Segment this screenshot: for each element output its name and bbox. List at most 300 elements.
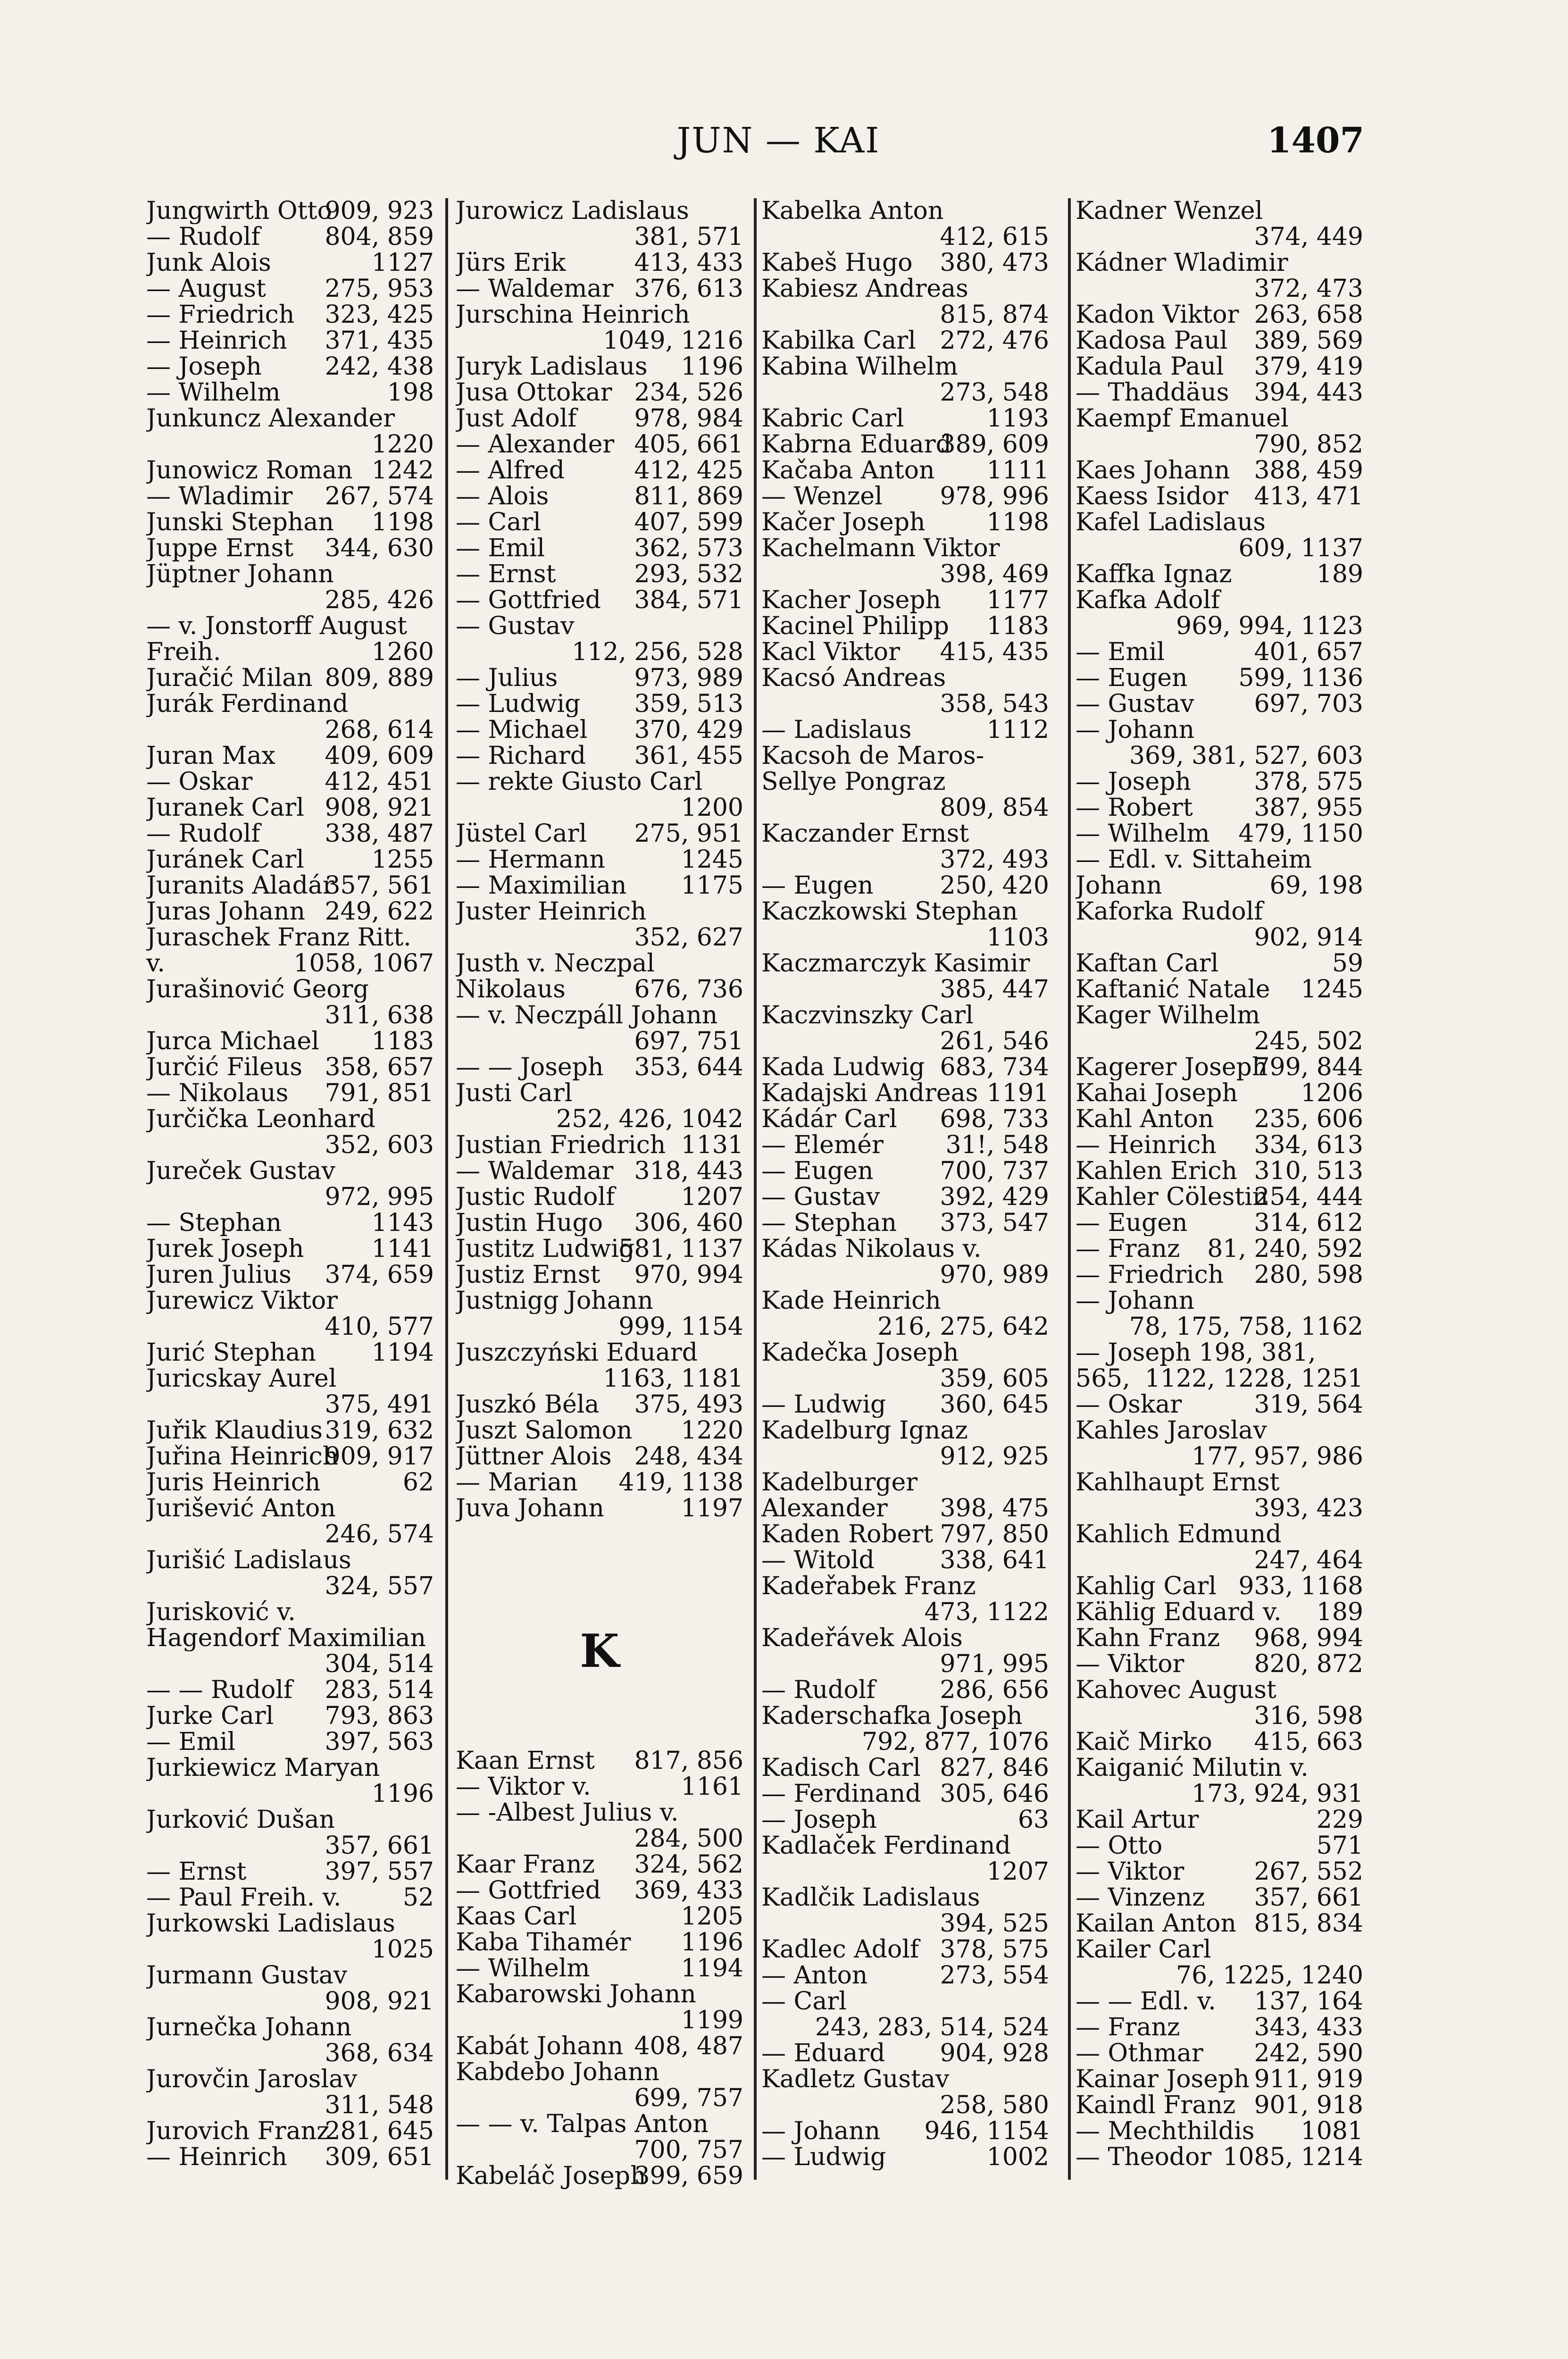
entry-pages: 375, 493 xyxy=(634,1390,743,1419)
entry-name: Juva Johann xyxy=(456,1496,604,1522)
entry-name: — Othmar xyxy=(1076,2041,1203,2066)
page-header-title: JUN — KAI xyxy=(676,120,880,161)
index-entry xyxy=(456,899,743,951)
entry-name: Kaffka Ignaz xyxy=(1076,561,1232,587)
entry-name: Kadner Wenzel xyxy=(1076,198,1263,224)
entry-name: — Viktor xyxy=(1076,1651,1184,1677)
index-entry xyxy=(1076,250,1363,302)
index-entry xyxy=(146,2015,434,2066)
entry-pages: 250, 420 xyxy=(940,871,1049,900)
entry-name: Jurca Michael xyxy=(146,1029,319,1054)
index-entry xyxy=(1076,691,1363,717)
index-entry xyxy=(1076,587,1363,639)
entry-name: Kainar Joseph xyxy=(1076,2066,1250,2092)
entry-name: — Theodor xyxy=(1076,2144,1212,2170)
index-entry xyxy=(146,2066,434,2118)
entry-pages: 973, 989 xyxy=(634,664,743,692)
entry-pages: 1085, 1214 xyxy=(1223,2143,1363,2171)
entry-pages: 324, 562 xyxy=(634,1850,743,1879)
entry-pages: 1198 xyxy=(986,508,1049,536)
entry-pages: 933, 1168 xyxy=(1238,1572,1363,1600)
entry-pages: 1103 xyxy=(986,923,1049,952)
entry-name: Justi Carl xyxy=(456,1080,573,1106)
entry-pages: 273, 548 xyxy=(940,378,1049,407)
entry-name: — Ladislaus xyxy=(761,717,912,743)
index-entry xyxy=(761,1885,1049,1937)
entry-name: — Heinrich xyxy=(146,328,287,354)
entry-name: — Maximilian xyxy=(456,873,627,899)
index-entry xyxy=(1076,380,1363,406)
entry-pages: 357, 661 xyxy=(1254,1883,1363,1912)
entry-name: Kabát Johann xyxy=(456,2033,624,2059)
entry-pages: 242, 590 xyxy=(1254,2039,1363,2067)
entry-pages: 397, 563 xyxy=(325,1728,434,1756)
entry-name: — Johann xyxy=(761,2118,881,2144)
index-entry xyxy=(761,587,1049,613)
entry-pages: 370, 429 xyxy=(634,716,743,744)
entry-name: — rekte Giusto Carl xyxy=(456,769,703,795)
entry-name: — -Albest Julius v. xyxy=(456,1800,679,1826)
entry-pages: 352, 603 xyxy=(325,1131,434,1159)
index-entry xyxy=(146,406,434,458)
entry-name: Kadeřabek Franz xyxy=(761,1573,976,1599)
entry-pages: 599, 1136 xyxy=(1238,664,1363,692)
index-entry xyxy=(761,250,1049,276)
entry-pages: 1194 xyxy=(371,1338,434,1367)
index-entry xyxy=(146,1366,434,1418)
entry-pages: 309, 651 xyxy=(325,2143,434,2171)
entry-pages: 1122, 1228, 1251 xyxy=(1144,1364,1363,1393)
index-entry xyxy=(456,198,743,250)
entry-name: Juszkó Béla xyxy=(456,1392,600,1418)
entry-pages: 790, 852 xyxy=(1254,430,1363,459)
entry-pages: 413, 433 xyxy=(634,249,743,277)
index-entry xyxy=(761,1937,1049,1963)
entry-pages: 697, 703 xyxy=(1254,690,1363,718)
entry-pages: 368, 634 xyxy=(325,2039,434,2067)
index-entry xyxy=(1076,1859,1363,1885)
index-column-4 xyxy=(1076,198,1363,2170)
index-entry xyxy=(456,665,743,691)
index-entry xyxy=(761,821,1049,873)
entry-pages: 314, 612 xyxy=(1254,1209,1363,1237)
entry-pages: 1242 xyxy=(371,456,434,485)
entry-pages: 809, 889 xyxy=(325,664,434,692)
entry-pages: 698, 733 xyxy=(940,1105,1049,1133)
entry-pages: 318, 443 xyxy=(634,1157,743,1185)
entry-pages: 815, 834 xyxy=(1254,1909,1363,1938)
entry-name: Jureček Gustav xyxy=(146,1158,335,1184)
entry-pages: 970, 994 xyxy=(634,1261,743,1289)
entry-pages: 281, 645 xyxy=(325,2117,434,2145)
entry-pages: 69, 198 xyxy=(1269,871,1363,900)
entry-name: Kacl Viktor xyxy=(761,639,900,665)
entry-name: Kaar Franz xyxy=(456,1852,595,1878)
index-entry xyxy=(1076,354,1363,380)
entry-name: Kahlig Carl xyxy=(1076,1573,1217,1599)
index-entry xyxy=(456,1878,743,1904)
index-entry xyxy=(146,1080,434,1106)
entry-name: — Marian xyxy=(456,1470,578,1496)
entry-pages: 1196 xyxy=(371,1780,434,1808)
entry-name: — Oskar xyxy=(1076,1392,1182,1418)
index-entry xyxy=(146,1444,434,1470)
index-entry xyxy=(456,1288,743,1340)
entry-name: — Paul Freih. v. xyxy=(146,1885,342,1911)
entry-name: Kahler Cölestin xyxy=(1076,1184,1268,1210)
entry-name: — Elemér xyxy=(761,1132,884,1158)
entry-name: Jurowicz Ladislaus xyxy=(456,198,689,224)
entry-name: Kacsoh de Maros-Sellye Pongraz xyxy=(761,743,984,795)
entry-name: Kailer Carl xyxy=(1076,1937,1211,1963)
entry-name: Jurmann Gustav xyxy=(146,1963,348,1989)
entry-pages: 249, 622 xyxy=(325,897,434,926)
entry-pages: 376, 613 xyxy=(634,275,743,303)
index-entry xyxy=(146,1963,434,2015)
entry-pages: 908, 921 xyxy=(325,1987,434,2016)
entry-pages: 369, 381, 527, 603 xyxy=(1129,742,1363,770)
entry-name: Kádas Nikolaus v. xyxy=(761,1236,982,1262)
entry-name: Jurčić Fileus xyxy=(146,1054,302,1080)
entry-name: Kaindl Franz xyxy=(1076,2092,1236,2118)
entry-pages: 338, 641 xyxy=(940,1546,1049,1574)
entry-pages: 969, 994, 1123 xyxy=(1176,612,1363,640)
index-entry xyxy=(456,1800,743,1852)
entry-name: — Franz xyxy=(1076,1236,1180,1262)
index-entry xyxy=(761,1470,1049,1522)
index-entry xyxy=(456,1080,743,1132)
entry-name: Kacsó Andreas xyxy=(761,665,946,691)
index-entry xyxy=(146,613,434,665)
index-entry xyxy=(456,2033,743,2059)
index-entry xyxy=(146,510,434,535)
entry-name: — Eduard xyxy=(761,2041,885,2066)
entry-pages: 1143 xyxy=(371,1209,434,1237)
index-entry xyxy=(146,458,434,484)
entry-pages: 804, 859 xyxy=(325,223,434,251)
entry-pages: 811, 869 xyxy=(634,482,743,510)
entry-pages: 1058, 1067 xyxy=(293,949,434,978)
entry-pages: 1196 xyxy=(681,1928,743,1957)
entry-pages: 360, 645 xyxy=(940,1390,1049,1419)
index-entry xyxy=(146,561,434,613)
entry-name: Kafel Ladislaus xyxy=(1076,510,1266,535)
entry-name: Kailan Anton xyxy=(1076,1911,1236,1937)
index-entry xyxy=(456,1852,743,1878)
index-entry xyxy=(146,899,434,925)
index-entry xyxy=(146,821,434,847)
index-entry xyxy=(1076,2015,1363,2041)
entry-pages: 63 xyxy=(1018,1806,1049,1834)
index-entry xyxy=(1076,2118,1363,2144)
index-entry xyxy=(456,1956,743,1982)
entry-pages: 797, 850 xyxy=(940,1520,1049,1548)
entry-pages: 909, 923 xyxy=(325,197,434,225)
index-entry xyxy=(146,795,434,821)
entry-name: Jusa Ottokar xyxy=(456,380,612,406)
entry-pages: 31!, 548 xyxy=(945,1131,1049,1159)
entry-pages: 216, 275, 642 xyxy=(877,1313,1049,1341)
entry-name: — Ferdinand xyxy=(761,1781,921,1807)
entry-name: — Viktor v. xyxy=(456,1774,591,1800)
entry-pages: 609, 1137 xyxy=(1238,534,1363,562)
entry-name: — Mechthildis xyxy=(1076,2118,1255,2144)
entry-name: Jürs Erik xyxy=(456,250,566,276)
index-entry xyxy=(1076,1573,1363,1599)
entry-pages: 419, 1138 xyxy=(618,1468,743,1497)
entry-name: Kagerer Joseph xyxy=(1076,1054,1268,1080)
entry-name: Jurovich Franz xyxy=(146,2118,330,2144)
index-entry xyxy=(1076,458,1363,484)
entry-pages: 683, 734 xyxy=(940,1053,1049,1081)
index-entry xyxy=(761,484,1049,510)
entry-name: Kadelburg Ignaz xyxy=(761,1418,968,1444)
entry-pages: 413, 471 xyxy=(1254,482,1363,510)
index-entry xyxy=(761,1963,1049,1989)
entry-pages: 676, 736 xyxy=(634,975,743,1004)
entry-name: — Wilhelm xyxy=(146,380,281,406)
entry-pages: 358, 543 xyxy=(940,690,1049,718)
entry-pages: 1196 xyxy=(681,352,743,381)
entry-pages: 408, 487 xyxy=(634,2032,743,2060)
index-entry xyxy=(761,1677,1049,1703)
entry-name: Kager Wilhelm xyxy=(1076,1003,1260,1029)
entry-pages: 268, 614 xyxy=(325,716,434,744)
entry-name: — Carl xyxy=(456,510,541,535)
index-entry xyxy=(146,873,434,899)
entry-pages: 189 xyxy=(1316,560,1363,588)
entry-pages: 1175 xyxy=(681,871,743,900)
index-entry xyxy=(761,535,1049,587)
entry-pages: 389, 609 xyxy=(940,430,1049,459)
entry-name: Kádner Wladimir xyxy=(1076,250,1288,276)
entry-name: — — Joseph xyxy=(456,1054,604,1080)
page-number: 1407 xyxy=(1267,120,1364,161)
entry-name: Juranits Aladár xyxy=(146,873,334,899)
index-entry xyxy=(1076,406,1363,458)
index-entry xyxy=(146,1418,434,1444)
entry-name: Jurašinović Georg xyxy=(146,977,369,1003)
index-entry xyxy=(456,2163,743,2189)
entry-name: Jurewicz Viktor xyxy=(146,1288,338,1314)
index-entry xyxy=(456,587,743,613)
entry-pages: 405, 661 xyxy=(634,430,743,459)
entry-pages: 189 xyxy=(1316,1598,1363,1626)
entry-pages: 581, 1137 xyxy=(618,1235,743,1263)
index-entry xyxy=(456,1392,743,1418)
entry-name: — Ludwig xyxy=(761,2144,886,2170)
index-entry xyxy=(456,1340,743,1392)
entry-name: Kačaba Anton xyxy=(761,458,935,484)
entry-pages: 267, 552 xyxy=(1254,1857,1363,1886)
entry-name: — Stephan xyxy=(146,1210,282,1236)
entry-name: Jungwirth Otto xyxy=(146,198,332,224)
index-entry xyxy=(761,1132,1049,1158)
index-entry xyxy=(456,1158,743,1184)
index-entry xyxy=(146,1496,434,1548)
entry-pages: 1206 xyxy=(1301,1079,1363,1107)
index-entry xyxy=(456,1774,743,1800)
entry-pages: 912, 925 xyxy=(940,1442,1049,1471)
entry-pages: 407, 599 xyxy=(634,508,743,536)
entry-name: Juszt Salomon xyxy=(456,1418,633,1444)
entry-pages: 412, 615 xyxy=(940,223,1049,251)
entry-name: — Franz xyxy=(1076,2015,1180,2041)
entry-name: — Eugen xyxy=(1076,665,1188,691)
entry-name: Just Adolf xyxy=(456,406,577,432)
entry-name: — — v. Talpas Anton xyxy=(456,2111,709,2137)
entry-pages: 1260 xyxy=(371,638,434,666)
entry-name: Kaden Robert xyxy=(761,1522,934,1548)
entry-name: Kabarowski Johann xyxy=(456,1982,696,2008)
index-entry xyxy=(146,1054,434,1080)
index-entry xyxy=(146,328,434,354)
entry-pages: 306, 460 xyxy=(634,1209,743,1237)
entry-name: Kaess Isidor xyxy=(1076,484,1228,510)
index-entry xyxy=(456,1470,743,1496)
index-entry xyxy=(146,484,434,510)
entry-name: — Eugen xyxy=(761,1158,874,1184)
entry-name: Kaiganić Milutin v. xyxy=(1076,1755,1309,1781)
index-entry xyxy=(456,432,743,458)
index-entry xyxy=(146,1236,434,1262)
index-entry xyxy=(1076,1625,1363,1651)
entry-pages: 392, 429 xyxy=(940,1183,1049,1211)
entry-name: — Viktor xyxy=(1076,1859,1184,1885)
entry-pages: 1177 xyxy=(986,586,1049,614)
index-entry xyxy=(146,2144,434,2170)
entry-name: Justh v. Neczpal Nikolaus xyxy=(456,951,655,1003)
entry-pages: 344, 630 xyxy=(325,534,434,562)
index-entry xyxy=(761,1522,1049,1548)
entry-name: Justiz Ernst xyxy=(456,1262,601,1288)
index-entry xyxy=(456,1444,743,1470)
entry-name: Jurkowski Ladislaus xyxy=(146,1911,395,1937)
index-entry xyxy=(1076,847,1363,899)
index-entry xyxy=(146,380,434,406)
entry-name: Juszczyński Eduard xyxy=(456,1340,698,1366)
entry-name: Kadon Viktor xyxy=(1076,302,1239,328)
entry-pages: 815, 874 xyxy=(940,301,1049,329)
entry-name: Kadlaček Ferdinand xyxy=(761,1833,1011,1859)
index-entry xyxy=(1076,1833,1363,1859)
entry-name: — Gottfried xyxy=(456,1878,601,1904)
entry-pages: 137, 164 xyxy=(1254,1987,1363,2016)
entry-name: Kahl Anton xyxy=(1076,1106,1214,1132)
index-entry xyxy=(761,1288,1049,1340)
index-entry xyxy=(1076,977,1363,1003)
entry-name: — Oskar xyxy=(146,769,253,795)
entry-name: — Witold xyxy=(761,1548,875,1573)
entry-pages: 820, 872 xyxy=(1254,1650,1363,1678)
entry-name: Kaas Carl xyxy=(456,1904,577,1930)
entry-pages: 792, 877, 1076 xyxy=(862,1728,1049,1756)
entry-name: — Otto xyxy=(1076,1833,1163,1859)
index-entry xyxy=(456,276,743,302)
entry-pages: 1245 xyxy=(681,845,743,874)
entry-pages: 261, 546 xyxy=(940,1027,1049,1055)
entry-name: — Carl xyxy=(761,1989,847,2015)
entry-pages: 415, 663 xyxy=(1254,1728,1363,1756)
entry-name: — Friedrich xyxy=(146,302,295,328)
entry-name: Jurišić Ladislaus xyxy=(146,1548,351,1573)
index-entry xyxy=(761,2118,1049,2144)
entry-pages: 697, 751 xyxy=(634,1027,743,1055)
index-entry xyxy=(456,484,743,510)
entry-name: Kadlec Adolf xyxy=(761,1937,919,1963)
entry-pages: 1207 xyxy=(986,1857,1049,1886)
entry-pages: 358, 657 xyxy=(325,1053,434,1081)
index-entry xyxy=(146,1755,434,1807)
entry-name: Juran Max xyxy=(146,743,275,769)
entry-pages: 389, 569 xyxy=(1254,326,1363,355)
index-entry xyxy=(761,717,1049,743)
entry-name: Kabeláč Joseph xyxy=(456,2163,646,2189)
entry-pages: 1183 xyxy=(986,612,1049,640)
index-entry xyxy=(146,1210,434,1236)
index-entry xyxy=(761,510,1049,535)
entry-pages: 374, 449 xyxy=(1254,223,1363,251)
entry-pages: 388, 459 xyxy=(1254,456,1363,485)
entry-name: — Heinrich xyxy=(146,2144,287,2170)
entry-name: — Julius xyxy=(456,665,558,691)
entry-pages: 1245 xyxy=(1301,975,1363,1004)
index-entry xyxy=(1076,198,1363,250)
entry-name: — Alois xyxy=(456,484,549,510)
entry-pages: 275, 951 xyxy=(634,820,743,848)
entry-pages: 968, 994 xyxy=(1254,1624,1363,1652)
index-entry xyxy=(761,1755,1049,1781)
entry-pages: 361, 455 xyxy=(634,742,743,770)
entry-name: — Anton xyxy=(761,1963,868,1989)
entry-pages: 394, 525 xyxy=(940,1909,1049,1938)
index-entry xyxy=(1076,951,1363,977)
entry-name: — Eugen xyxy=(1076,1210,1188,1236)
entry-pages: 280, 598 xyxy=(1254,1261,1363,1289)
entry-name: Kadajski Andreas xyxy=(761,1080,978,1106)
entry-name: Kaftan Carl xyxy=(1076,951,1219,977)
index-entry xyxy=(1076,1288,1363,1340)
entry-pages: 1183 xyxy=(371,1027,434,1055)
entry-pages: 324, 557 xyxy=(325,1572,434,1600)
entry-pages: 1198 xyxy=(371,508,434,536)
index-entry xyxy=(1076,1340,1363,1392)
entry-name: Juřik Klaudius xyxy=(146,1418,323,1444)
entry-pages: 293, 532 xyxy=(634,560,743,588)
index-entry xyxy=(146,1807,434,1859)
index-entry xyxy=(1076,1677,1363,1729)
index-entry xyxy=(456,2111,743,2163)
index-entry xyxy=(1076,1989,1363,2015)
entry-name: Juranek Carl xyxy=(146,795,304,821)
entry-pages: 246, 574 xyxy=(325,1520,434,1548)
entry-name: Juster Heinrich xyxy=(456,899,647,925)
entry-pages: 311, 638 xyxy=(325,1001,434,1029)
entry-name: — Ernst xyxy=(146,1859,247,1885)
index-entry xyxy=(761,1781,1049,1807)
entry-pages: 387, 955 xyxy=(1254,794,1363,822)
entry-name: — v. Jonstorff August Freih. xyxy=(146,613,408,665)
entry-name: Jüptner Johann xyxy=(146,561,334,587)
index-entry xyxy=(146,224,434,250)
index-entry xyxy=(146,665,434,691)
entry-name: Justian Friedrich xyxy=(456,1132,666,1158)
index-entry xyxy=(456,743,743,769)
entry-pages: 273, 554 xyxy=(940,1961,1049,1990)
entry-name: — Ernst xyxy=(456,561,556,587)
entry-pages: 319, 564 xyxy=(1254,1390,1363,1419)
index-entry xyxy=(456,717,743,743)
